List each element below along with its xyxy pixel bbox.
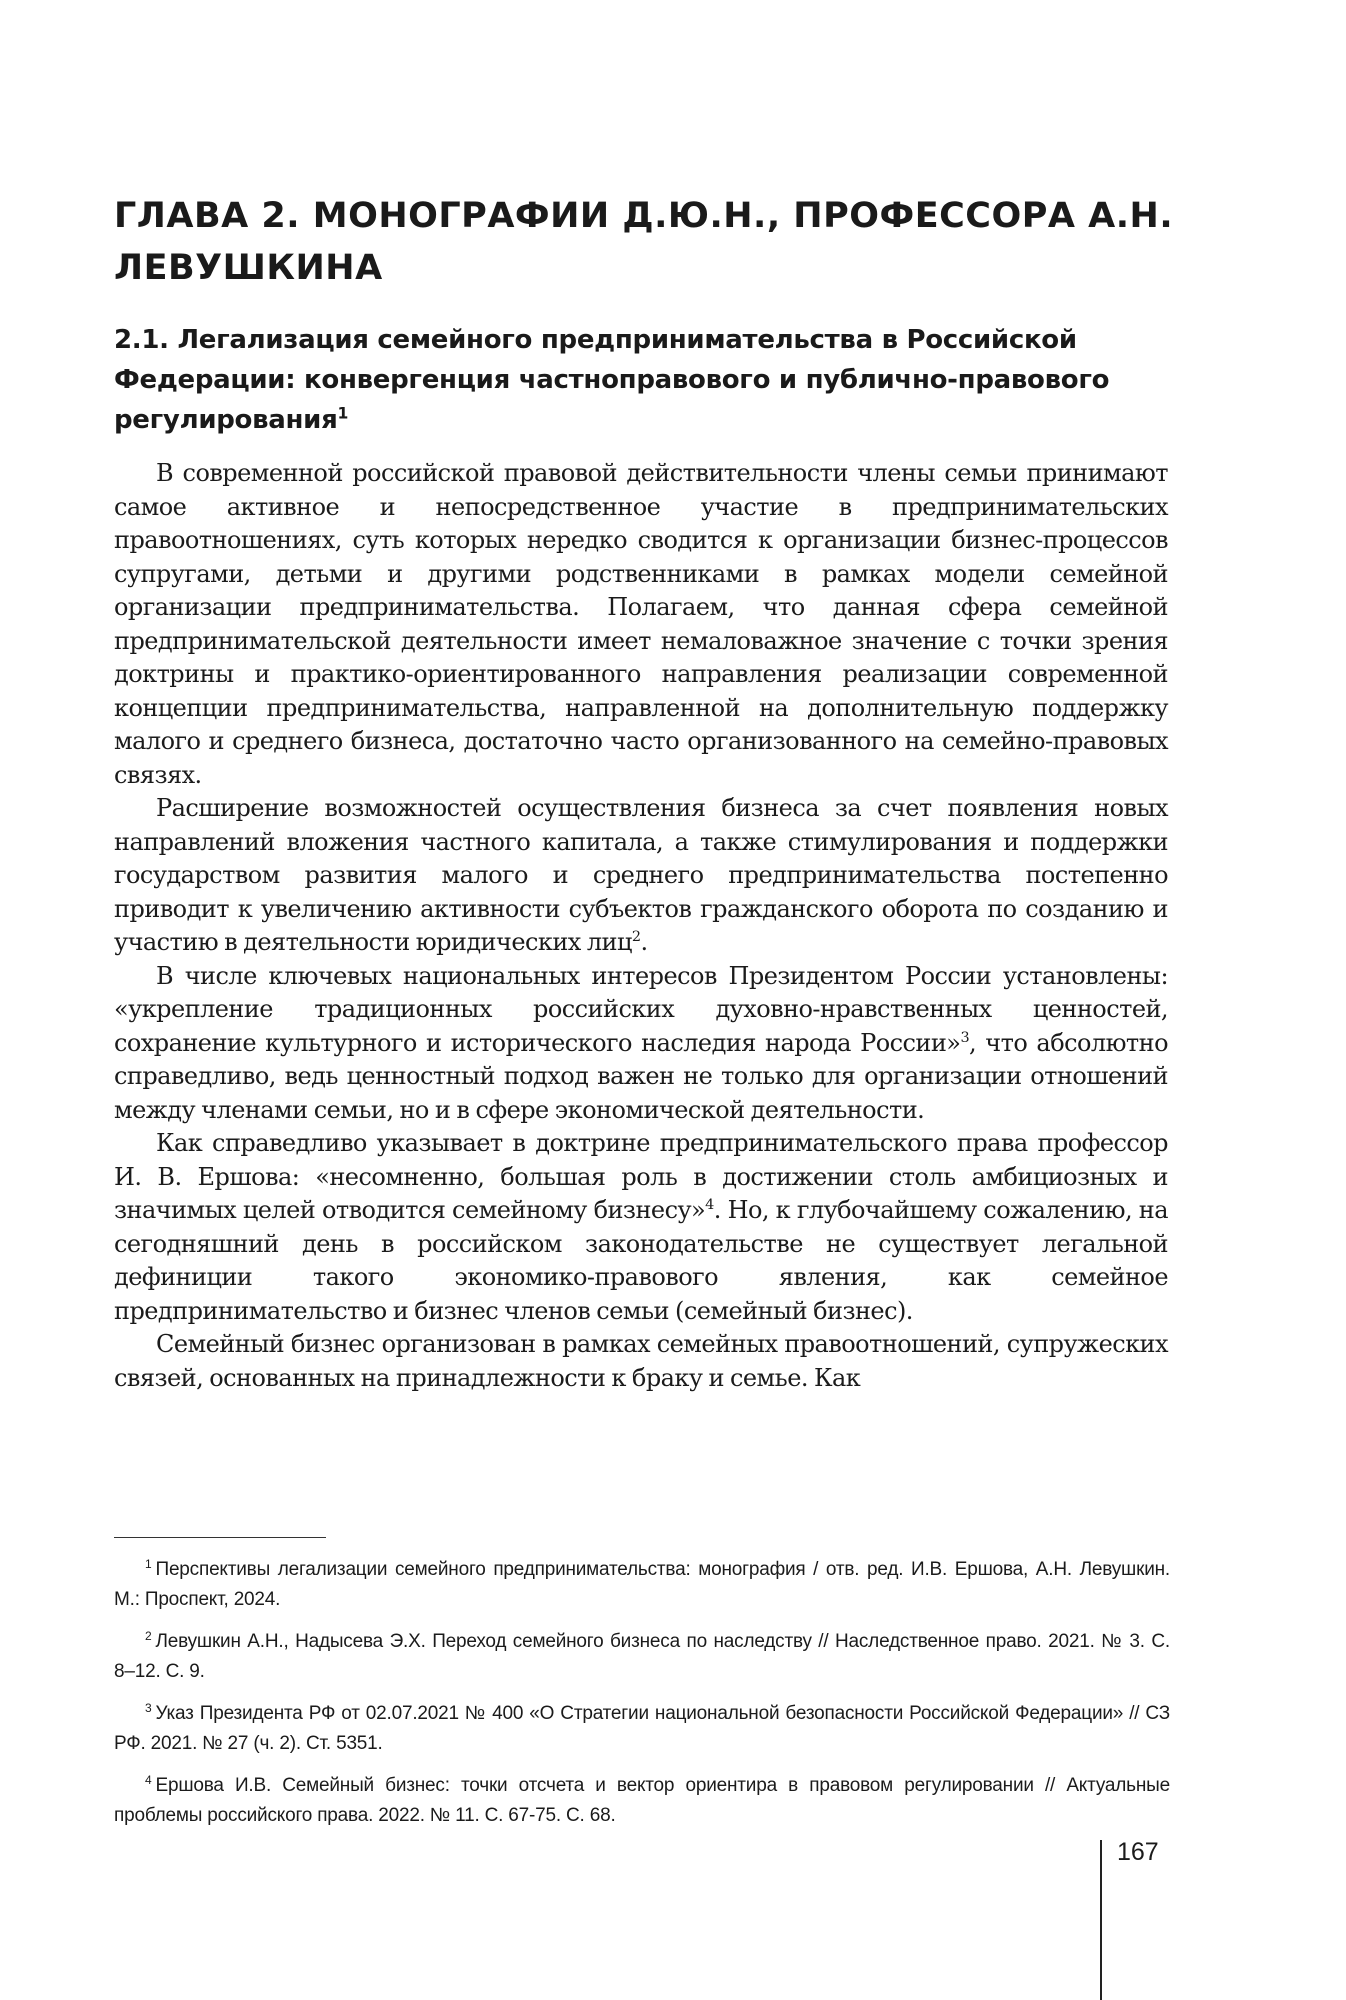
footnote-text: Левушкин А.Н., Надысева Э.Х. Переход семейного бизнеса по наследству // Наследственное право. 2021. № 3. С. 8–12. С. 9. <box>114 1631 1170 1682</box>
paragraph-text: В современной российской правовой действительности члены семьи принимают самое активное и непосредственное участие в предпринимательских правоотношениях, суть которых нередко сводится к организации бизнес-процессов супругами, детьми и другими родственниками в рамках модели семейной организации предпринимательства. Полагаем, что данная сфера семейной предпринимательской деятельности имеет немаловажное значение с точки зрения доктрины и практико-ориентированного направления реализации современной концепции предпринимательства, направленной на дополнительную поддержку малого и среднего бизнеса, достаточно часто организованного на семейно-правовых связях. <box>114 459 1168 789</box>
paragraph-text: Как справедливо указывает в доктрине предпринимательского права профессор И. В. Ершова: «несомненно, большая роль в достижении столь амбициозных и значимых целей отводится семейному бизнесу» <box>114 1129 1168 1224</box>
footnote-ref-2[interactable]: 2 <box>631 929 641 945</box>
footnote-ref-4[interactable]: 4 <box>705 1197 714 1213</box>
footnote-2 <box>114 1627 1170 1687</box>
footnote-text: Указ Президента РФ от 02.07.2021 № 400 «О Стратегии национальной безопасности Российской Федерации» // СЗ РФ. 2021. № 27 (ч. 2). Ст. 5351. <box>114 1703 1170 1754</box>
paragraph-text-after: . <box>640 928 648 956</box>
footnote-text: Перспективы легализации семейного предпринимательства: монография / отв. ред. И.В. Ершова, А.Н. Левушкин. М.: Проспект, 2024. <box>114 1559 1170 1610</box>
paragraph-2 <box>114 792 1168 960</box>
paragraph-text-after: , что абсолютно справедливо, ведь ценностный подход важен не только для организации отношений между членами семьи, но и в сфере экономической деятельности. <box>114 1028 1168 1124</box>
paragraph-5 <box>114 1328 1168 1395</box>
page-number: 167 <box>1117 1838 1159 1866</box>
footnote-ref-3[interactable]: 3 <box>960 1029 970 1046</box>
body-text <box>114 457 1168 1395</box>
chapter-title: ГЛАВА 2. МОНОГРАФИИ Д.Ю.Н., ПРОФЕССОРА А.Н. ЛЕВУШКИНА <box>114 196 1174 288</box>
section-title <box>114 320 1194 440</box>
paragraph-text: Расширение возможностей осуществления бизнеса за счет появления новых направлений вложения частного капитала, а также стимулирования и поддержки государством развития малого и среднего предпринимательства постепенно приводит к увеличению активности субъектов гражданского оборота по созданию и участию в деятельности юридических лиц <box>114 794 1168 956</box>
footnote-text: Ершова И.В. Семейный бизнес: точки отсчета и вектор ориентира в правовом регулировании // Актуальные проблемы российского права. 2022. № 11. С. 67-75. С. 68. <box>114 1775 1170 1826</box>
page-number-rule <box>1100 1840 1102 2000</box>
footnote-number: 3 <box>145 1700 152 1715</box>
footnote-3 <box>114 1699 1170 1759</box>
paragraph-4 <box>114 1127 1168 1328</box>
paragraph-text: В числе ключевых национальных интересов Президентом России установлены: «укрепление традиционных российских духовно-нравственных ценностей, сохранение культурного и исторического наследия народа России» <box>114 961 1168 1057</box>
paragraph-text-after: . Но, к глубочайшему сожалению, на сегодняшний день в российском законодательстве не существует легальной дефиниции такого экономико-правового явления, как семейное предпринимательство и бизнес членов семьи (семейный бизнес). <box>114 1196 1168 1325</box>
paragraph-text: Семейный бизнес организован в рамках семейных правоотношений, супружеских связей, основанных на принадлежности к браку и семье. Как <box>114 1330 1168 1392</box>
footnote-divider <box>114 1537 326 1538</box>
footnote-number: 2 <box>145 1628 152 1643</box>
footnote-4 <box>114 1771 1170 1831</box>
footnote-number: 4 <box>145 1772 152 1787</box>
footnote-1 <box>114 1555 1170 1615</box>
section-title-text: 2.1. Легализация семейного предпринимательства в Российской Федерации: конвергенция частноправового и публично-правового регулирования <box>114 325 1110 435</box>
paragraph-3 <box>114 960 1168 1128</box>
footnote-number: 1 <box>145 1556 152 1571</box>
footnotes <box>114 1555 1170 1843</box>
footnote-ref-1[interactable]: 1 <box>337 404 349 423</box>
paragraph-1 <box>114 457 1168 792</box>
